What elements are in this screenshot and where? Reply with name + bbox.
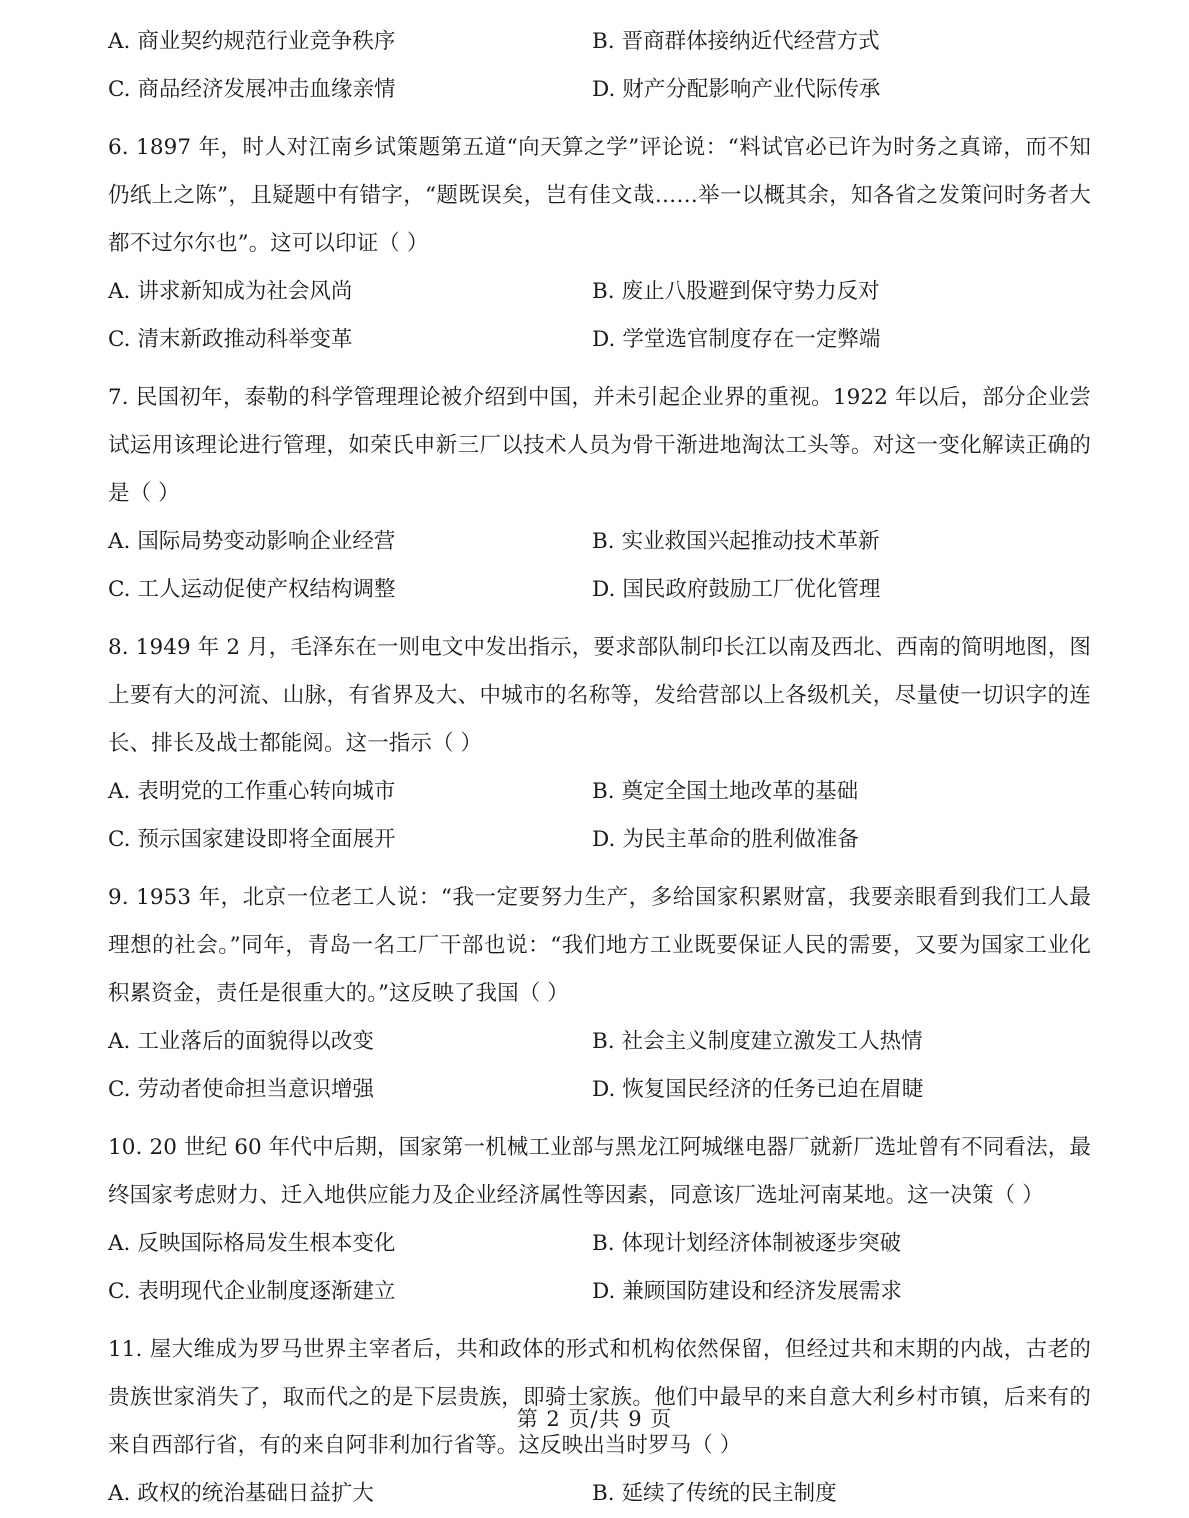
option-letter: D. <box>592 827 616 852</box>
option-b[interactable] <box>592 518 880 566</box>
option-text: 学堂选官制度存在一定弊端 <box>622 327 881 352</box>
option-row-cd <box>108 316 1091 364</box>
option-letter: D. <box>592 577 616 602</box>
option-a[interactable] <box>108 268 352 316</box>
option-row-ab <box>108 1220 1091 1268</box>
option-letter: C. <box>108 1279 131 1304</box>
question-block-q8 <box>108 624 1091 864</box>
option-row-ab <box>108 1018 1091 1066</box>
spacer <box>108 864 1091 874</box>
option-b[interactable] <box>592 1220 901 1268</box>
option-row-ab <box>108 268 1091 316</box>
option-d[interactable] <box>592 316 880 364</box>
option-a[interactable] <box>108 1220 395 1268</box>
option-letter: D. <box>592 1279 616 1304</box>
option-d[interactable] <box>592 1066 923 1114</box>
option-row-ab <box>108 768 1091 816</box>
question-block-q6 <box>108 124 1091 364</box>
option-text: 预示国家建设即将全面展开 <box>137 827 396 852</box>
option-text: 为民主革命的胜利做准备 <box>622 827 859 852</box>
spacer <box>108 1114 1091 1124</box>
option-row-cd <box>108 1268 1091 1316</box>
option-text: 体现计划经济体制被逐步突破 <box>621 1231 902 1256</box>
option-text: 清末新政推动科举变革 <box>137 327 353 352</box>
option-text: 表明党的工作重心转向城市 <box>137 779 396 804</box>
option-c[interactable] <box>108 816 396 864</box>
option-a[interactable] <box>108 1470 374 1518</box>
option-b[interactable] <box>592 1018 923 1066</box>
question-stem-q7: 7. 民国初年，泰勒的科学管理理论被介绍到中国，并未引起企业界的重视。1922 年以后，部分企业尝试运用该理论进行管理，如荣氏申新三厂以技术人员为骨干渐进地淘汰工头等。对这一变化解读正确的是（ ） <box>108 385 1091 506</box>
option-text: 晋商群体接纳近代经营方式 <box>621 29 880 54</box>
option-row-ab <box>108 18 1091 66</box>
spacer <box>108 114 1091 124</box>
option-letter: B. <box>592 1231 615 1256</box>
option-letter: A. <box>108 279 131 304</box>
spacer <box>108 614 1091 624</box>
spacer <box>108 364 1091 374</box>
option-letter: C. <box>108 1077 131 1102</box>
option-a[interactable] <box>108 18 395 66</box>
page-footer: 第 2 页/共 9 页 <box>516 1407 673 1431</box>
option-row-cd <box>108 1066 1091 1114</box>
option-letter: B. <box>592 29 615 54</box>
option-letter: B. <box>592 529 615 554</box>
option-d[interactable] <box>592 1268 902 1316</box>
option-text: 反映国际格局发生根本变化 <box>137 1231 396 1256</box>
option-text: 社会主义制度建立激发工人热情 <box>621 1029 923 1054</box>
option-text: 兼顾国防建设和经济发展需求 <box>622 1279 902 1304</box>
option-letter: A. <box>108 529 131 554</box>
option-row-cd <box>108 816 1091 864</box>
option-letter: A. <box>108 779 131 804</box>
option-c[interactable] <box>108 566 396 614</box>
question-block-q10 <box>108 1124 1091 1316</box>
option-text: 延续了传统的民主制度 <box>621 1481 837 1506</box>
option-letter: C. <box>108 327 131 352</box>
option-d[interactable] <box>592 816 859 864</box>
option-letter: B. <box>592 779 615 804</box>
option-text: 财产分配影响产业代际传承 <box>622 77 881 102</box>
option-text: 商业契约规范行业竞争秩序 <box>137 29 396 54</box>
option-text: 废止八股避到保守势力反对 <box>621 279 880 304</box>
option-text: 政权的统治基础日益扩大 <box>137 1481 374 1506</box>
option-letter: A. <box>108 1029 131 1054</box>
option-b[interactable] <box>592 768 858 816</box>
option-letter: D. <box>592 1077 616 1102</box>
option-row-ab <box>108 518 1091 566</box>
option-a[interactable] <box>108 518 395 566</box>
spacer <box>108 1316 1091 1326</box>
question-block-q5-options-continued <box>108 18 1091 114</box>
option-c[interactable] <box>108 1268 396 1316</box>
option-letter: C. <box>108 827 131 852</box>
option-letter: B. <box>592 279 615 304</box>
option-b[interactable] <box>592 268 880 316</box>
option-text: 国际局势变动影响企业经营 <box>137 529 396 554</box>
option-letter: C. <box>108 577 131 602</box>
option-row-cd <box>108 566 1091 614</box>
option-text: 表明现代企业制度逐渐建立 <box>137 1279 396 1304</box>
option-c[interactable] <box>108 316 353 364</box>
option-text: 商品经济发展冲击血缘亲情 <box>137 77 396 102</box>
question-stem-q9: 9. 1953 年，北京一位老工人说：“我一定要努力生产，多给国家积累财富，我要亲眼看到我们工人最理想的社会。”同年，青岛一名工厂干部也说：“我们地方工业既要保证人民的需要，又要为国家工业化积累资金，责任是很重大的。”这反映了我国（ ） <box>108 885 1091 1006</box>
question-stem-q11: 11. 屋大维成为罗马世界主宰者后，共和政体的形式和机构依然保留，但经过共和末期的内战，古老的贵族世家消失了，取而代之的是下层贵族，即骑士家族。他们中最早的来自意大利乡村市镇，后来有的来自西部行省，有的来自阿非利加行省等。这反映出当时罗马（ ） <box>108 1337 1091 1458</box>
page-content <box>108 18 1091 1518</box>
option-text: 恢复国民经济的任务已迫在眉睫 <box>622 1077 924 1102</box>
option-letter: A. <box>108 1231 131 1256</box>
question-block-q7 <box>108 374 1091 614</box>
option-letter: D. <box>592 327 616 352</box>
option-row-ab <box>108 1470 1091 1518</box>
option-a[interactable] <box>108 768 395 816</box>
option-text: 讲求新知成为社会风尚 <box>137 279 353 304</box>
option-text: 国民政府鼓励工厂优化管理 <box>622 577 881 602</box>
option-letter: C. <box>108 77 131 102</box>
option-b[interactable] <box>592 1470 837 1518</box>
option-letter: B. <box>592 1481 615 1506</box>
option-c[interactable] <box>108 66 396 114</box>
option-a[interactable] <box>108 1018 374 1066</box>
option-text: 工业落后的面貌得以改变 <box>137 1029 374 1054</box>
option-row-cd <box>108 66 1091 114</box>
option-letter: A. <box>108 1481 131 1506</box>
option-c[interactable] <box>108 1066 374 1114</box>
question-block-q9 <box>108 874 1091 1114</box>
option-d[interactable] <box>592 66 880 114</box>
option-text: 工人运动促使产权结构调整 <box>137 577 396 602</box>
question-stem-q10: 10. 20 世纪 60 年代中后期，国家第一机械工业部与黑龙江阿城继电器厂就新厂选址曾有不同看法，最终国家考虑财力、迁入地供应能力及企业经济属性等因素，同意该厂选址河南某地。这一决策（ ） <box>108 1135 1091 1208</box>
option-letter: B. <box>592 1029 615 1054</box>
option-letter: A. <box>108 29 131 54</box>
question-stem-q8: 8. 1949 年 2 月，毛泽东在一则电文中发出指示，要求部队制印长江以南及西北、西南的简明地图，图上要有大的河流、山脉，有省界及大、中城市的名称等，发给营部以上各级机关，尽量使一切识字的连长、排长及战士都能阅。这一指示（ ） <box>108 635 1091 756</box>
question-stem-q6: 6. 1897 年，时人对江南乡试策题第五道“向天算之学”评论说：“料试官必已许为时务之真谛，而不知仍纸上之陈”，且疑题中有错字，“题既误矣，岂有佳文哉……举一以概其余，知各省之发策问时务者大都不过尔尔也”。这可以印证（ ） <box>108 135 1091 256</box>
option-text: 实业救国兴起推动技术革新 <box>621 529 880 554</box>
option-letter: D. <box>592 77 616 102</box>
option-text: 劳动者使命担当意识增强 <box>137 1077 375 1102</box>
option-b[interactable] <box>592 18 880 66</box>
option-d[interactable] <box>592 566 880 614</box>
option-text: 奠定全国土地改革的基础 <box>621 779 859 804</box>
